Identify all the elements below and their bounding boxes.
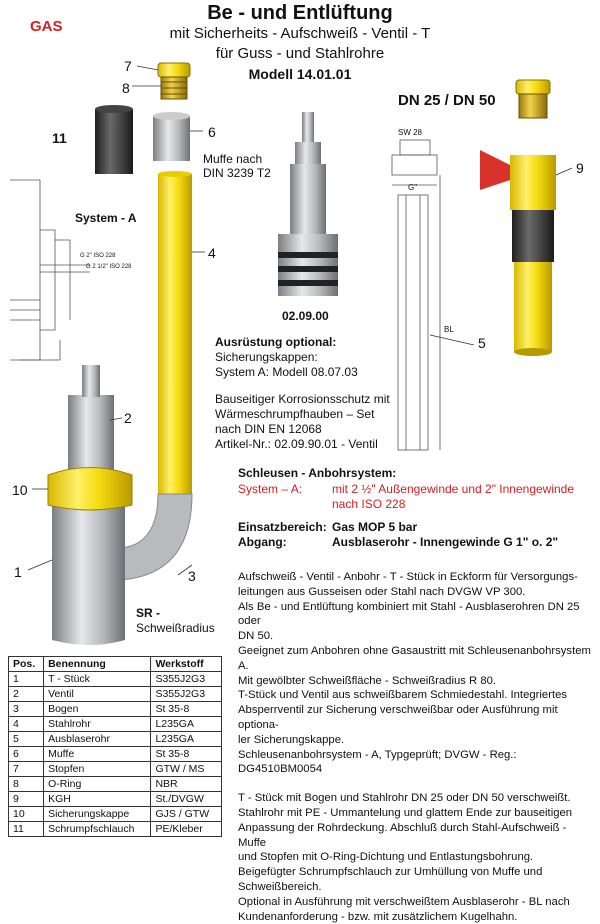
pos-2: 2 (124, 410, 132, 426)
name-cell: Ventil (44, 687, 151, 702)
description-line: Anpassung der Rohrdeckung. Abschluß durch Stahl-Aufschweiß - Muffe (238, 821, 567, 849)
description-line: DN 50. (238, 630, 274, 643)
pos-cell: 4 (9, 717, 44, 732)
optional-line-5: nach DIN EN 12068 (215, 422, 322, 436)
description-line: Beigefügter Schrumpfschlauch zur Umhüllung von Muffe und (238, 866, 543, 879)
description-line: ler Sicherungskappe. (238, 733, 345, 746)
pos-cell: 11 (9, 822, 44, 837)
einsatz-label: Einsatzbereich: (238, 520, 327, 534)
description-line: und Stopfen mit O-Ring-Dichtung und Entlastungsbohrung. (238, 851, 534, 864)
pos-cell: 7 (9, 762, 44, 777)
table-row (9, 807, 222, 822)
optional-heading: Ausrüstung optional: (215, 335, 337, 349)
abgang-value: Ausblaserohr - Innengewinde G 1" o. 2" (332, 535, 559, 549)
muffe-label-1: Muffe nach (203, 152, 263, 166)
name-cell: Stahlrohr (44, 717, 151, 732)
name-cell: T - Stück (44, 672, 151, 687)
material-cell: GJS / GTW (151, 807, 222, 822)
description-line: Als Be - und Entlüftung kombiniert mit Stahl - Ausblaserohren DN 25 oder (238, 600, 580, 628)
pos-cell: 5 (9, 732, 44, 747)
description-line: Geeignet zum Anbohren ohne Gasaustritt mit Schleusenanbohrsystem A. (238, 644, 591, 672)
table-row (9, 672, 222, 687)
subtitle-2: für Guss - und Stahlrohre (215, 45, 385, 62)
optional-block (215, 335, 390, 452)
material-cell: L235GA (151, 732, 222, 747)
description-line: Stahlrohr mit PE - Ummantelung und glattem Ende zur bauseitigen (238, 806, 573, 819)
pos-9: 9 (576, 160, 584, 176)
material-cell: S355J2G3 (151, 672, 222, 687)
thread-g2: G 2" ISO 228 (80, 253, 116, 259)
material-cell: St./DVGW (151, 792, 222, 807)
schleusen-heading: Schleusen - Anbohrsystem: (238, 466, 397, 480)
description-line: Optional in Ausführung mit verschweißtem Ausblaserohr - BL nach (238, 895, 570, 908)
pos-3: 3 (188, 568, 196, 584)
description-line (238, 777, 593, 791)
name-cell: Sicherungskappe (44, 807, 151, 822)
stopper-part (158, 63, 190, 99)
pos-cell: 1 (9, 672, 44, 687)
table-row (9, 747, 222, 762)
description-line: T-Stück und Ventil aus schweißbarem Schmiedestahl. Integriertes (238, 689, 568, 702)
pos-cell: 10 (9, 807, 44, 822)
material-cell: S355J2G3 (151, 687, 222, 702)
system-a-sketch (10, 180, 90, 360)
t-piece (52, 500, 125, 645)
system-a-label: System - A (75, 211, 137, 225)
description-line: Aufschweiß - Ventil - Anbohr - T - Stück in Eckform für Versorgungs- (238, 571, 578, 583)
pos-cell: 3 (9, 702, 44, 717)
header-benennung: Benennung (44, 657, 151, 672)
material-cell: NBR (151, 777, 222, 792)
table-header-row (9, 657, 222, 672)
description-line: Schleusenanbohrsystem - A, Typgeprüft; DVGW - Reg.: DG4510BM0054 (238, 748, 517, 776)
gas-label: GAS (30, 18, 63, 35)
table-row (9, 687, 222, 702)
pos-7: 7 (124, 58, 132, 74)
description-line: Schweißbereich. (238, 880, 322, 893)
valve-article-number: 02.09.00 (282, 309, 329, 323)
optional-line-2: System A: Modell 08.07.03 (215, 365, 358, 379)
material-cell: St 35-8 (151, 747, 222, 762)
name-cell: Stopfen (44, 762, 151, 777)
name-cell: Bogen (44, 702, 151, 717)
dn-assembly (480, 80, 556, 356)
optional-line-3: Bauseitiger Korrosionsschutz mit (215, 392, 390, 406)
name-cell: KGH (44, 792, 151, 807)
subtitle-1: mit Sicherheits - Aufschweiß - Ventil - T (169, 25, 431, 42)
pos-cell: 8 (9, 777, 44, 792)
description-line: Absperrventil zur Sicherung verschweißbar oder Ausführung mit optiona- (238, 704, 558, 731)
model-label: Modell 14.01.01 (248, 66, 352, 82)
parts-table (8, 656, 222, 837)
einsatz-value: Gas MOP 5 bar (332, 520, 418, 534)
sr-label: SR - (136, 606, 160, 620)
header-pos: Pos. (9, 657, 44, 672)
optional-line-4: Wärmeschrumpfhauben – Set (215, 407, 375, 421)
thread-g212: G 2 1/2" ISO 228 (86, 264, 132, 270)
table-row (9, 717, 222, 732)
shrink-sleeve (95, 109, 133, 174)
bend (120, 494, 192, 580)
dn-label: DN 25 / DN 50 (398, 92, 496, 109)
muffe-label-2: DIN 3239 T2 (203, 166, 271, 180)
pos-4: 4 (208, 245, 216, 261)
sr-label-2: Schweißradius (136, 621, 215, 635)
description-line: T - Stück mit Bogen und Stahlrohr DN 25 oder DN 50 verschweißt. (238, 792, 571, 805)
table-row (9, 822, 222, 837)
schleusen-system-label: System – A: (238, 482, 303, 496)
optional-line-1: Sicherungskappen: (215, 350, 318, 364)
name-cell: Muffe (44, 747, 151, 762)
abgang-label: Abgang: (238, 535, 287, 549)
material-cell: St 35-8 (151, 702, 222, 717)
header-werkstoff: Werkstoff (151, 657, 222, 672)
table-row (9, 732, 222, 747)
schleusen-system-text-2: nach ISO 228 (332, 497, 406, 511)
name-cell: Ausblaserohr (44, 732, 151, 747)
name-cell: O-Ring (44, 777, 151, 792)
g-label: G" (408, 183, 418, 192)
material-cell: L235GA (151, 717, 222, 732)
material-cell: PE/Kleber (151, 822, 222, 837)
sw-label: SW 28 (398, 128, 423, 137)
pos-cell: 6 (9, 747, 44, 762)
schleusen-system-text-1: mit 2 ½" Außengewinde und 2" Innengewinde (332, 482, 575, 496)
coupling (153, 116, 190, 161)
valve-part (278, 112, 338, 296)
pos-cell: 2 (9, 687, 44, 702)
pos-11: 11 (52, 130, 67, 146)
table-row (9, 762, 222, 777)
page-title: Be - und Entlüftung (207, 2, 393, 24)
pos-5: 5 (478, 335, 486, 351)
table-row (9, 777, 222, 792)
description-text (238, 570, 593, 924)
steel-pipe (158, 174, 192, 494)
description-line: leitungen aus Gusseisen oder Stahl nach DVGW VP 300. (238, 585, 526, 598)
safety-cap (48, 468, 132, 511)
pos-1: 1 (14, 564, 22, 580)
description-line: Kundenanforderung - bzw. mit zusätzlichem Kugelhahn. (238, 910, 518, 923)
pos-10: 10 (12, 482, 28, 498)
pos-cell: 9 (9, 792, 44, 807)
description-line: Mit gewölbter Schweißfläche - Schweißradius R 80. (238, 674, 497, 687)
bl-label: BL (444, 325, 454, 334)
optional-line-6: Artikel-Nr.: 02.09.90.01 - Ventil (215, 437, 378, 451)
pos-6: 6 (208, 124, 216, 140)
table-row (9, 702, 222, 717)
table-row (9, 792, 222, 807)
material-cell: GTW / MS (151, 762, 222, 777)
pos-8: 8 (122, 80, 130, 96)
name-cell: Schrumpfschlauch (44, 822, 151, 837)
